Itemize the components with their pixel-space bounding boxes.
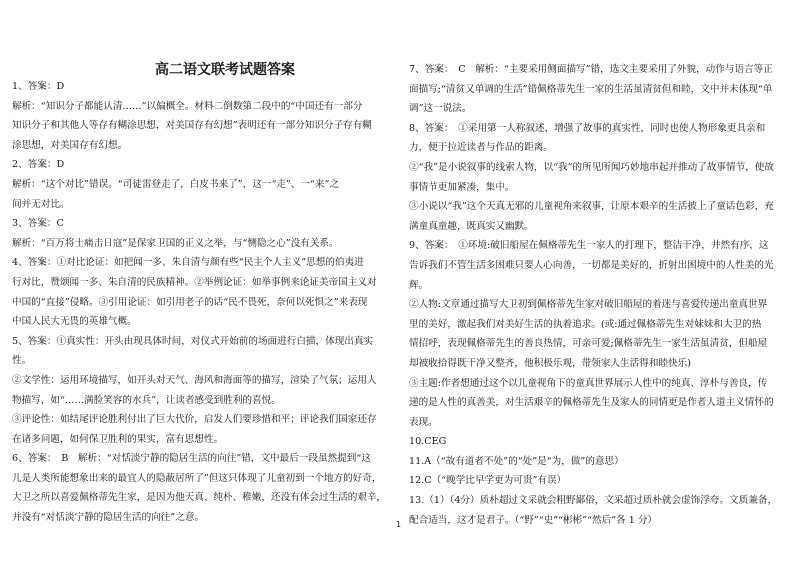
text-line: 知识分子和其他人等存有糊涂思想，对美国存有幻想”表明还有一部分知识分子存有糊 (12, 120, 372, 132)
text-line: 9、答案： ①环境:破旧船屋在佩格蒂先生一家人的打理下，整洁干净，井然有序，这 (409, 240, 769, 252)
text-line: ②“我”是小说叙事的线索人物，以“我”的所见所闻巧妙地串起并推动了故事情节，使故 (409, 161, 774, 173)
text-line: 13.（1）（4分）质朴超过文采就会粗野鄙俗，文采超过质朴就会虚饰浮夸。文质兼备， (409, 495, 778, 507)
text-line: 中国人民大无畏的英雄气概。 (12, 316, 137, 328)
page-title: 高二语文联考试题答案 (155, 62, 295, 78)
text-line: 涂思想，对美国存有幻想。 (12, 139, 128, 151)
text-line: 10.CEG (409, 436, 447, 448)
text-line: 大卫之所以喜爱佩格蒂先生家，是因为他天真、纯朴、稚嫩，还没有体会过生活的艰辛， (12, 492, 387, 504)
text-line: 配合适当，这才是君子。（“野”“史”“彬彬”“然后”各 1 分） (409, 514, 658, 526)
text-line: 解析：“百万将士痛击日寇”是保家卫国的正义之举，与“恻隐之心”没有关系。 (12, 237, 339, 249)
text-line: 并没有“对恬淡宁静的隐居生活的向往”之意。 (12, 512, 205, 524)
text-line: ③小说以“我”这个天真无邪的儿童视角来叙事，让原本艰辛的生活披上了童话色彩，充 (409, 201, 774, 213)
text-line: 调”这一说法。 (409, 103, 472, 115)
text-line: 解析：“这个对比”错误。“司徒雷登走了，白皮书来了”，这一“走”、一“来”之 (12, 178, 340, 190)
text-line: 11.A（“故有道者不处”的“处”是“为，做”的意思） (409, 455, 624, 467)
text-line: 力，便于拉近读者与作品的距离。 (409, 142, 553, 154)
text-line: 3、答案：C (12, 218, 64, 230)
text-line: ③评论性：如结尾评论胜利付出了巨大代价，启发人们要珍惜和平；评论我们国家还存 (12, 414, 377, 426)
text-line: 2、答案：D (12, 159, 65, 171)
text-line: 6、答案： B 解析：“对恬淡宁静的隐居生活的向往”错，文中最后一段虽然提到“这 (12, 453, 371, 465)
text-line: 满童真童趣，既真实又幽默。 (409, 220, 534, 232)
text-line: 8、答案： ①采用第一人称叙述，增强了故事的真实性，同时也使人物形象更具亲和 (409, 122, 766, 134)
text-line: 7、答案： C 解析：“主要采用侧面描写”错，选文主要采用了外貌，动作与语言等正 (409, 64, 773, 75)
text-line: 12.C（“晚学比早学更为可贵”有误） (409, 475, 567, 487)
text-line: 里的美好，激起我们对美好生活的执着追求。(或:通过佩格蒂先生对妹妹和大卫的热 (409, 318, 762, 330)
page-number: 1 (396, 520, 402, 529)
text-line: 中国的“直接”侵略。③引用论证：如引用老子的话“民不畏死，奈何以死惧之”来表现 (12, 296, 368, 308)
text-line: 面描写;“清贫又单调的生活”错佩格蒂先生一家的生活虽清贫但和睦，文中并未体现“单 (409, 83, 773, 95)
text-line: 行对比，赞颂闻一多、朱自清的民族精神。②举例论证：如举事例来论证美帝国主义对 (12, 276, 377, 288)
text-line: 却被收拾得既干净又整齐，他积极乐观，带领家人生活得和睦快乐) (409, 357, 691, 369)
text-line: 在诸多问题，如何保卫胜利的果实，富有思想性。 (12, 433, 224, 445)
text-line: 物描写，如“……满脸笑容的水兵”，让读者感受到胜利的喜悦。 (12, 394, 281, 406)
text-line: 间并无对比。 (12, 198, 70, 210)
text-line: ②人物:文章通过描写大卫初到佩格蒂先生家对破旧船屋的着迷与喜爱传递出童真世界 (409, 299, 768, 311)
text-line: 表现。 (409, 416, 438, 428)
text-line: 情招呼，表现佩格蒂先生的善良热情，可亲可爱;佩格蒂先生一家生活虽清贫，但船屋 (409, 338, 768, 350)
text-line: ②文学性：运用环境描写，如开头对天气、海风和海面等的描写，渲染了气氛；运用人 (12, 374, 377, 386)
text-line: 递的是人性的真善美，对生活艰辛的佩格蒂先生及家人的同情更是作者人道主义情怀的 (409, 397, 774, 409)
text-line: ③主题:作者想通过这个以儿童视角下的童真世界展示人性中的纯真、淳朴与善良，传 (409, 377, 768, 389)
text-line: 事情节更加紧凑，集中。 (409, 181, 515, 193)
text-line: 4、答案：①对比论证：如把闻一多、朱自清与颜有些“民主个人主义”思想的伯夷进 (12, 257, 364, 269)
left-column (12, 77, 387, 528)
text-line: 儿是人类所能想象出来的最宜人的隐蔽居所了”但这只体现了儿童初到一个地方的好奇， (12, 472, 382, 484)
text-line: 解析：“知识分子都能认清……”以偏概全。材料二倒数第二段中的“中国还有一部分 (12, 100, 363, 112)
text-line: 告诉我们不管生活多困难只要人心向善，一切都是美好的，折射出困境中的人性美的光 (409, 259, 774, 271)
text-line: 1、答案：D (12, 81, 65, 92)
text-line: 5、答案：①真实性：开头由现具体时间，对仪式开始前的场面进行白描，体现出真实 (12, 335, 374, 347)
right-column (409, 60, 789, 530)
text-line: 辉。 (409, 279, 429, 291)
text-line: 性。 (12, 355, 32, 367)
